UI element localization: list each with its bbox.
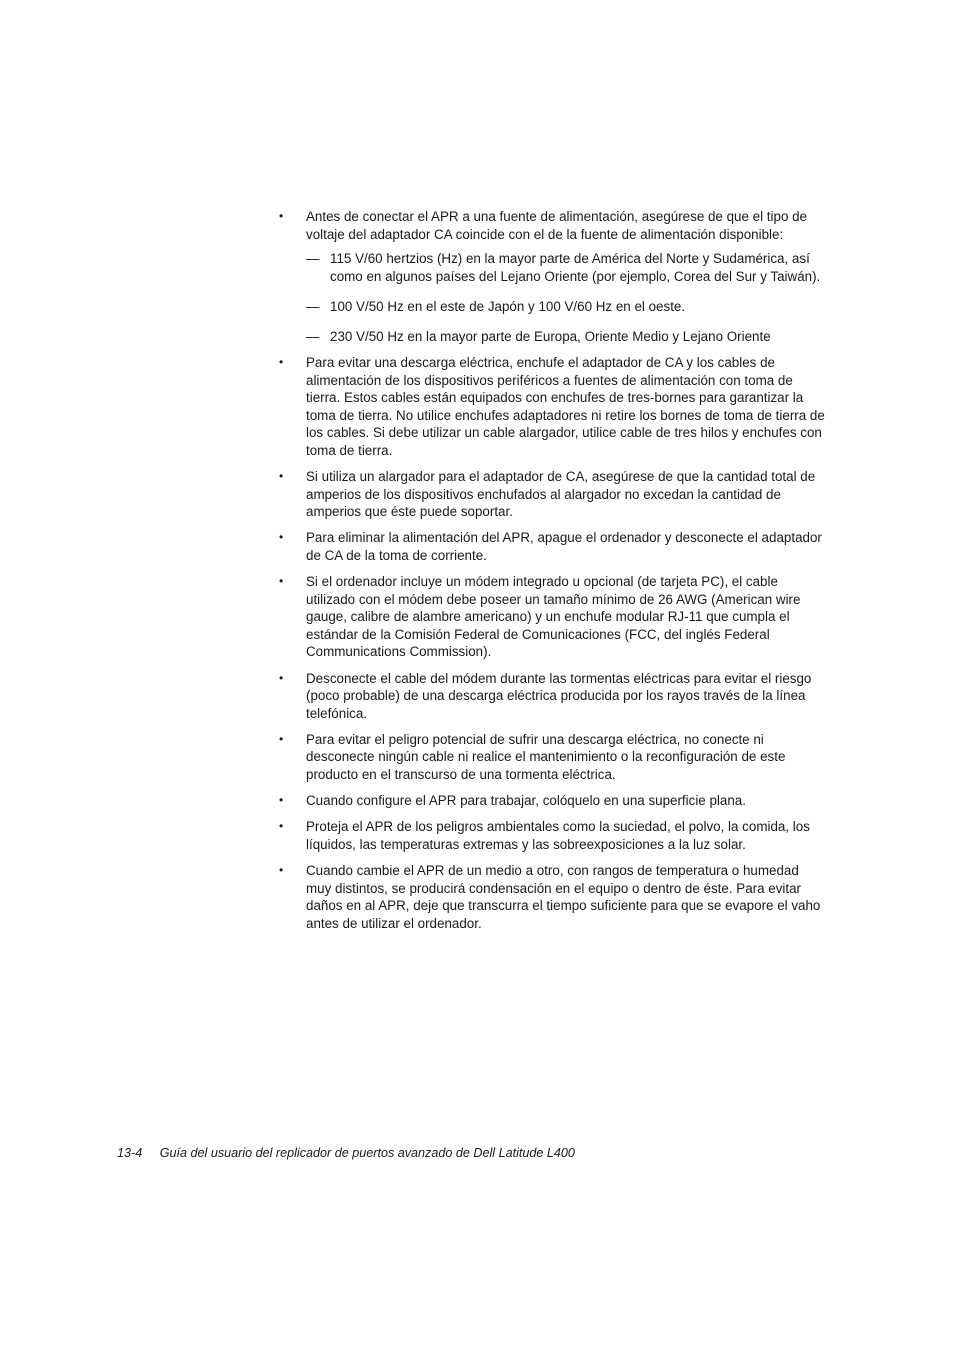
page-number: 13-4 [117, 1146, 143, 1160]
footer-title: Guía del usuario del replicador de puertos avanzado de Dell Latitude L400 [159, 1146, 575, 1160]
bullet-icon: • [279, 355, 284, 370]
sub-list-item [306, 298, 827, 316]
bullet-icon: • [279, 574, 284, 589]
bullet-icon: • [279, 670, 284, 685]
bullet-icon: • [279, 793, 284, 808]
list-item-text: Para eliminar la alimentación del APR, apague el ordenador y desconecte el adaptador de CA de la toma de corriente. [306, 530, 822, 563]
list-item-text: Desconecte el cable del módem durante las tormentas eléctricas para evitar el riesgo (poco probable) de una descarga eléctrica producida por los rayos través de la línea telefónica. [306, 670, 812, 721]
list-item-text: Antes de conectar el APR a una fuente de alimentación, asegúrese de que el tipo de voltaje del adaptador CA coincide con el de la fuente de alimentación disponible: [306, 209, 808, 242]
sub-list-item [306, 328, 827, 346]
sub-list-item [306, 250, 827, 285]
bullet-icon: • [279, 862, 284, 877]
list-item [279, 354, 827, 460]
voltage-sub-list [306, 250, 827, 345]
list-item-text: Cuando cambie el APR de un medio a otro, con rangos de temperatura o humedad muy distintos, se producirá condensación en el equipo o dentro de éste. Para evitar daños en al APR, deje que transcurra el tiempo suficiente para que se evapore el vaho antes de utilizar el ordenador. [306, 862, 821, 931]
list-item [279, 529, 827, 564]
list-item-text: Si el ordenador incluye un módem integrado u opcional (de tarjeta PC), el cable utilizado con el módem debe poseer un tamaño mínimo de 26 AWG (American wire gauge, calibre de alambre americano) y un enchufe modular RJ-11 que cumpla el estándar de la Comisión Federal de Comunicaciones (FCC, del inglés Federal Communications Commission). [306, 574, 801, 660]
sub-list-item-text: 115 V/60 hertzios (Hz) en la mayor parte de América del Norte y Sudamérica, así como en algunos países del Lejano Oriente (por ejemplo, Corea del Sur y Taiwán). [330, 251, 821, 284]
list-item-text: Para evitar una descarga eléctrica, enchufe el adaptador de CA y los cables de alimentación de los dispositivos periféricos a fuentes de alimentación con toma de tierra. Estos cables están equipados con enchufes de tres-bornes para garantizar la toma de tierra. No utilice enchufes adaptadores ni retire los bornes de toma de tierra de los cables. Si debe utilizar un cable alargador, utilice cable de tres hilos y enchufes con toma de tierra. [306, 355, 825, 459]
list-item-text: Si utiliza un alargador para el adaptador de CA, asegúrese de que la cantidad total de amperios de los dispositivos enchufados al alargador no excedan la cantidad de amperios que éste puede soportar. [306, 469, 816, 520]
dash-icon: — [306, 298, 320, 314]
bullet-icon: • [279, 731, 284, 746]
list-item [279, 862, 827, 932]
list-item-text: Proteja el APR de los peligros ambientales como la suciedad, el polvo, la comida, los líquidos, las temperaturas extremas y las sobreexposiciones a la luz solar. [306, 819, 810, 852]
list-item [279, 731, 827, 784]
list-item [279, 670, 827, 723]
dash-icon: — [306, 251, 320, 267]
list-item [279, 208, 827, 346]
safety-bullet-list [279, 208, 827, 941]
list-item [279, 818, 827, 853]
bullet-icon: • [279, 530, 284, 545]
bullet-icon: • [279, 819, 284, 834]
list-item [279, 468, 827, 521]
list-item [279, 792, 827, 810]
bullet-icon: • [279, 209, 284, 223]
bullet-icon: • [279, 469, 284, 484]
list-item-text: Para evitar el peligro potencial de sufrir una descarga eléctrica, no conecte ni desconecte ningún cable ni realice el mantenimiento o la reconfiguración de este producto en el transcurso de una tormenta eléctrica. [306, 731, 786, 783]
list-item [279, 573, 827, 661]
dash-icon: — [306, 328, 320, 344]
page-footer [117, 1145, 575, 1162]
list-item-text: Cuando configure el APR para trabajar, colóquelo en una superficie plana. [306, 793, 746, 809]
sub-list-item-text: 100 V/50 Hz en el este de Japón y 100 V/60 Hz en el oeste. [330, 298, 686, 314]
sub-list-item-text: 230 V/50 Hz en la mayor parte de Europa, Oriente Medio y Lejano Oriente [330, 328, 771, 344]
